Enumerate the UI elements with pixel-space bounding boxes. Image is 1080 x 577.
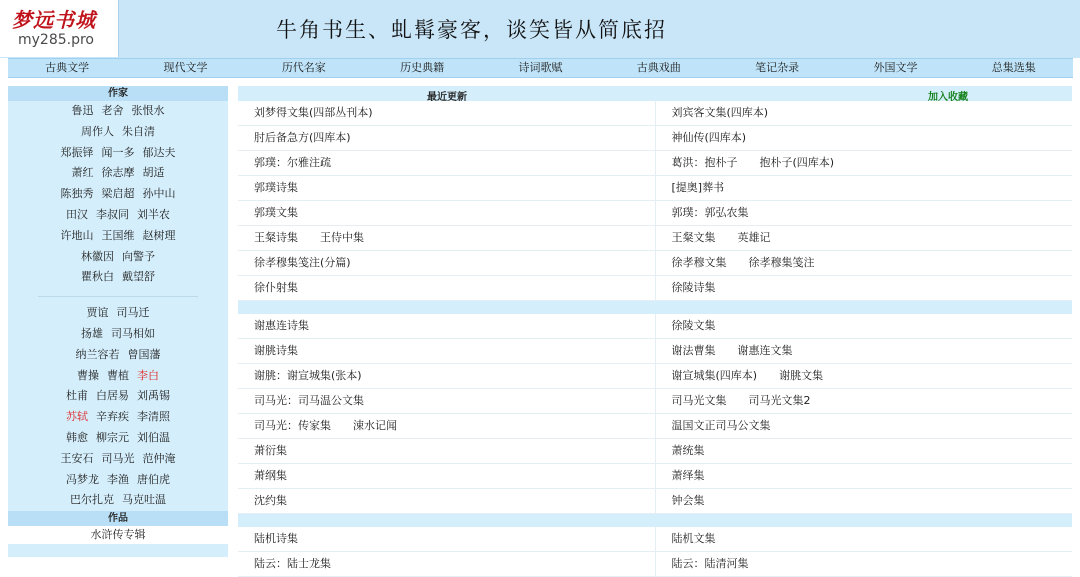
book-link[interactable]: 萧衍集: [254, 444, 287, 457]
book-row: [238, 226, 1072, 251]
group-separator: [238, 514, 1072, 527]
author-link[interactable]: 李白: [137, 368, 159, 382]
author-row: [8, 163, 228, 184]
book-row: [238, 414, 1072, 439]
book-row: [238, 464, 1072, 489]
author-link[interactable]: 戴望舒: [122, 270, 155, 284]
nav-item[interactable]: 古典文学: [45, 61, 90, 74]
book-cell-left: [238, 489, 656, 513]
site-logo[interactable]: [0, 0, 119, 57]
author-row: [8, 366, 228, 387]
book-row: [238, 439, 1072, 464]
author-link[interactable]: 司马光: [101, 451, 135, 465]
works-link[interactable]: 水浒传专辑: [8, 526, 228, 544]
book-link[interactable]: 司马光：司马温公文集: [254, 394, 364, 407]
author-link[interactable]: 许地山: [60, 228, 94, 242]
logo-text: 梦远书城: [12, 8, 96, 32]
author-link[interactable]: 韩愈: [66, 430, 88, 444]
book-cell-left: [238, 126, 656, 150]
author-link[interactable]: 曾国藩: [127, 347, 161, 361]
book-link[interactable]: 徐孝穆集笺注(分篇): [254, 256, 351, 269]
author-row: [8, 247, 228, 268]
book-cell-left: [238, 226, 656, 250]
book-row: [238, 489, 1072, 514]
latest-updates-panel: [238, 86, 1072, 577]
author-link[interactable]: 王国维: [101, 228, 135, 242]
book-link[interactable]: 萧统集: [671, 444, 705, 457]
book-row: [238, 126, 1072, 151]
author-link[interactable]: 萧红: [71, 166, 94, 180]
book-link[interactable]: 萧纲集: [254, 469, 287, 482]
author-row: [8, 345, 228, 366]
book-cell-right: [656, 464, 1073, 488]
author-link[interactable]: 司马迁: [116, 306, 150, 320]
nav-item[interactable]: 现代文学: [163, 61, 208, 74]
book-cell-right: [656, 276, 1073, 300]
book-link[interactable]: 徐陵文集: [671, 319, 716, 332]
add-favorite-link[interactable]: 加入收藏: [928, 92, 968, 103]
book-link[interactable]: 徐仆射集: [254, 281, 298, 294]
book-link[interactable]: 谢朓：谢宣城集(张本): [254, 369, 362, 382]
book-link[interactable]: 英雄记: [737, 231, 771, 244]
book-cell-left: [238, 151, 656, 175]
author-link[interactable]: 李渔: [107, 472, 129, 486]
author-row: [8, 407, 228, 428]
book-cell-right: [656, 527, 1073, 551]
author-link[interactable]: 扬雄: [81, 326, 103, 340]
author-row: [8, 386, 228, 407]
book-cell-right: [656, 364, 1073, 388]
book-link[interactable]: 钟会集: [671, 494, 705, 507]
author-link[interactable]: 梁启超: [101, 187, 135, 201]
author-row: [8, 122, 228, 143]
book-link[interactable]: 谢宣城集(四库本): [671, 369, 758, 382]
book-link[interactable]: 徐孝穆集笺注: [748, 256, 815, 269]
book-link[interactable]: 郭璞诗集: [254, 181, 298, 194]
book-link[interactable]: 谢法曹集: [671, 344, 716, 357]
author-link[interactable]: 向警予: [122, 249, 155, 263]
book-link[interactable]: 王粲文集: [671, 231, 716, 244]
book-cell-right: [656, 101, 1073, 125]
book-link[interactable]: 陆机文集: [671, 532, 716, 545]
book-row: [238, 339, 1072, 364]
book-cell-left: [238, 201, 656, 225]
author-link[interactable]: 鲁迅: [71, 104, 94, 117]
author-link[interactable]: 曹植: [107, 368, 129, 382]
author-link[interactable]: 马克吐温: [122, 493, 166, 507]
book-link[interactable]: 沈约集: [254, 494, 287, 507]
author-link[interactable]: 贾谊: [86, 306, 109, 320]
site-header: [0, 0, 1080, 58]
book-cell-left: [238, 339, 656, 363]
book-cell-left: [238, 464, 656, 488]
book-link[interactable]: 陆云：陆清河集: [671, 557, 749, 570]
author-row: [8, 205, 228, 226]
author-link[interactable]: 王安石: [60, 451, 94, 465]
book-link[interactable]: 谢惠连文集: [737, 344, 793, 357]
book-row: [238, 201, 1072, 226]
book-cell-right: [656, 389, 1073, 413]
nav-item[interactable]: 诗词歌赋: [518, 61, 563, 74]
author-link[interactable]: 刘半农: [137, 207, 170, 221]
nav-item[interactable]: 笔记杂录: [755, 61, 800, 74]
nav-item[interactable]: 外国文学: [873, 61, 918, 74]
author-link[interactable]: 张恨水: [131, 104, 165, 117]
author-link[interactable]: 李叔同: [96, 207, 129, 221]
author-link[interactable]: 老舍: [101, 104, 124, 117]
book-cell-left: [238, 251, 656, 275]
author-row: [8, 428, 228, 449]
book-link[interactable]: 涑水记闻: [353, 419, 397, 432]
book-row: [238, 314, 1072, 339]
book-link[interactable]: 抱朴子(四库本): [759, 156, 835, 169]
book-link[interactable]: 陆机诗集: [254, 532, 298, 545]
author-link[interactable]: 闻一多: [101, 145, 135, 159]
book-link[interactable]: 郭璞文集: [254, 206, 298, 219]
book-cell-right: [656, 201, 1073, 225]
modern-authors-list: [8, 101, 228, 288]
author-row: [8, 226, 228, 247]
book-link[interactable]: 谢朓文集: [779, 369, 824, 382]
author-link[interactable]: 赵树理: [142, 228, 176, 242]
latest-updates-title: 最近更新: [427, 92, 467, 103]
authors-heading: 作家: [8, 86, 228, 101]
book-list: [238, 101, 1072, 577]
site-slogan: 牛角书生、虬髯豪客，谈笑皆从简底招: [276, 18, 667, 42]
nav-item[interactable]: 古典戏曲: [636, 61, 681, 74]
author-link[interactable]: 杜甫: [66, 389, 88, 403]
book-cell-left: [238, 439, 656, 463]
book-row: [238, 527, 1072, 552]
book-row: [238, 251, 1072, 276]
author-link[interactable]: 曹操: [77, 368, 99, 382]
book-cell-right: [656, 251, 1073, 275]
author-link[interactable]: 冯梦龙: [66, 472, 99, 486]
author-link[interactable]: 苏轼: [66, 410, 88, 424]
author-row: [8, 324, 228, 345]
book-row: [238, 151, 1072, 176]
book-link[interactable]: 司马光文集: [671, 394, 727, 407]
book-cell-left: [238, 414, 656, 438]
book-row: [238, 276, 1072, 301]
book-link[interactable]: 王粲诗集: [254, 231, 298, 244]
book-row: [238, 101, 1072, 126]
nav-item[interactable]: 历史典籍: [400, 61, 445, 74]
book-link[interactable]: 陆云：陆士龙集: [254, 557, 331, 570]
book-cell-left: [238, 364, 656, 388]
book-link[interactable]: 谢朓诗集: [254, 344, 298, 357]
author-row: [8, 184, 228, 205]
works-heading: 作品: [8, 511, 228, 526]
book-cell-left: [238, 176, 656, 200]
book-link[interactable]: 徐孝穆文集: [671, 256, 727, 269]
latest-updates-header: [238, 86, 1072, 101]
author-link[interactable]: 巴尔扎克: [70, 493, 114, 507]
book-cell-left: [238, 527, 656, 551]
sidebar-divider: [38, 296, 198, 297]
group-separator: [238, 301, 1072, 314]
author-row: [8, 449, 228, 470]
author-link[interactable]: 刘伯温: [137, 430, 170, 444]
book-link[interactable]: 谢惠连诗集: [254, 319, 309, 332]
book-link[interactable]: 神仙传(四库本): [671, 131, 747, 144]
main-navigation: [8, 58, 1073, 78]
author-link[interactable]: 范仲淹: [142, 451, 176, 465]
book-cell-right: [656, 176, 1073, 200]
author-link[interactable]: 瞿秋白: [81, 270, 114, 284]
book-cell-right: [656, 439, 1073, 463]
book-link[interactable]: 司马光：传家集: [254, 419, 331, 432]
book-link[interactable]: [提奥]葬书: [671, 181, 725, 194]
book-row: [238, 389, 1072, 414]
author-link[interactable]: 田汉: [66, 207, 88, 221]
book-link[interactable]: 王侍中集: [320, 231, 364, 244]
book-cell-right: [656, 552, 1073, 576]
author-row: [8, 267, 228, 288]
book-cell-right: [656, 339, 1073, 363]
nav-item[interactable]: 历代名家: [281, 61, 326, 74]
author-link[interactable]: 孙中山: [142, 187, 176, 201]
book-cell-left: [238, 101, 656, 125]
book-cell-left: [238, 276, 656, 300]
author-link[interactable]: 唐伯虎: [137, 472, 170, 486]
author-row: [8, 303, 228, 324]
author-link[interactable]: 徐志摩: [101, 166, 135, 180]
book-cell-left: [238, 314, 656, 338]
book-cell-right: [656, 489, 1073, 513]
book-link[interactable]: 司马光文集2: [748, 394, 811, 407]
author-row: [8, 143, 228, 164]
book-cell-left: [238, 552, 656, 576]
book-cell-right: [656, 314, 1073, 338]
book-link[interactable]: 郭璞：郭弘农集: [671, 206, 749, 219]
book-cell-right: [656, 414, 1073, 438]
author-link[interactable]: 司马相如: [111, 326, 155, 340]
book-cell-right: [656, 226, 1073, 250]
book-link[interactable]: 刘梦得文集(四部丛刊本): [254, 106, 373, 119]
author-link[interactable]: 柳宗元: [96, 430, 129, 444]
author-link[interactable]: 林徽因: [81, 249, 114, 263]
author-row: [8, 101, 228, 122]
book-cell-left: [238, 389, 656, 413]
nav-item[interactable]: 总集选集: [991, 61, 1036, 74]
book-row: [238, 552, 1072, 577]
book-link[interactable]: 肘后备急方(四库本): [254, 131, 351, 144]
author-link[interactable]: 周作人: [81, 124, 114, 138]
author-row: [8, 470, 228, 491]
author-link[interactable]: 刘禹锡: [137, 389, 170, 403]
author-link[interactable]: 郁达夫: [142, 145, 176, 159]
author-link[interactable]: 李清照: [137, 410, 170, 424]
book-link[interactable]: 萧绎集: [671, 469, 705, 482]
book-link[interactable]: 刘宾客文集(四库本): [671, 106, 769, 119]
sidebar: [8, 86, 228, 557]
book-cell-right: [656, 126, 1073, 150]
author-link[interactable]: 郑振铎: [60, 145, 94, 159]
book-cell-right: [656, 151, 1073, 175]
author-link[interactable]: 朱自清: [122, 124, 155, 138]
book-row: [238, 364, 1072, 389]
author-link[interactable]: 白居易: [96, 389, 129, 403]
author-row: [8, 490, 228, 511]
book-link[interactable]: 温国文正司马公文集: [671, 419, 771, 432]
book-link[interactable]: 徐陵诗集: [671, 281, 716, 294]
author-link[interactable]: 纳兰容若: [75, 347, 120, 361]
author-link[interactable]: 辛弃疾: [96, 410, 129, 424]
book-row: [238, 176, 1072, 201]
book-link[interactable]: 葛洪：抱朴子: [671, 156, 738, 169]
author-link[interactable]: 陈独秀: [60, 187, 94, 201]
book-link[interactable]: 郭璞：尔雅注疏: [254, 156, 331, 169]
logo-url: my285.pro: [18, 32, 94, 48]
author-link[interactable]: 胡适: [142, 166, 165, 180]
classic-authors-list: [8, 303, 228, 511]
